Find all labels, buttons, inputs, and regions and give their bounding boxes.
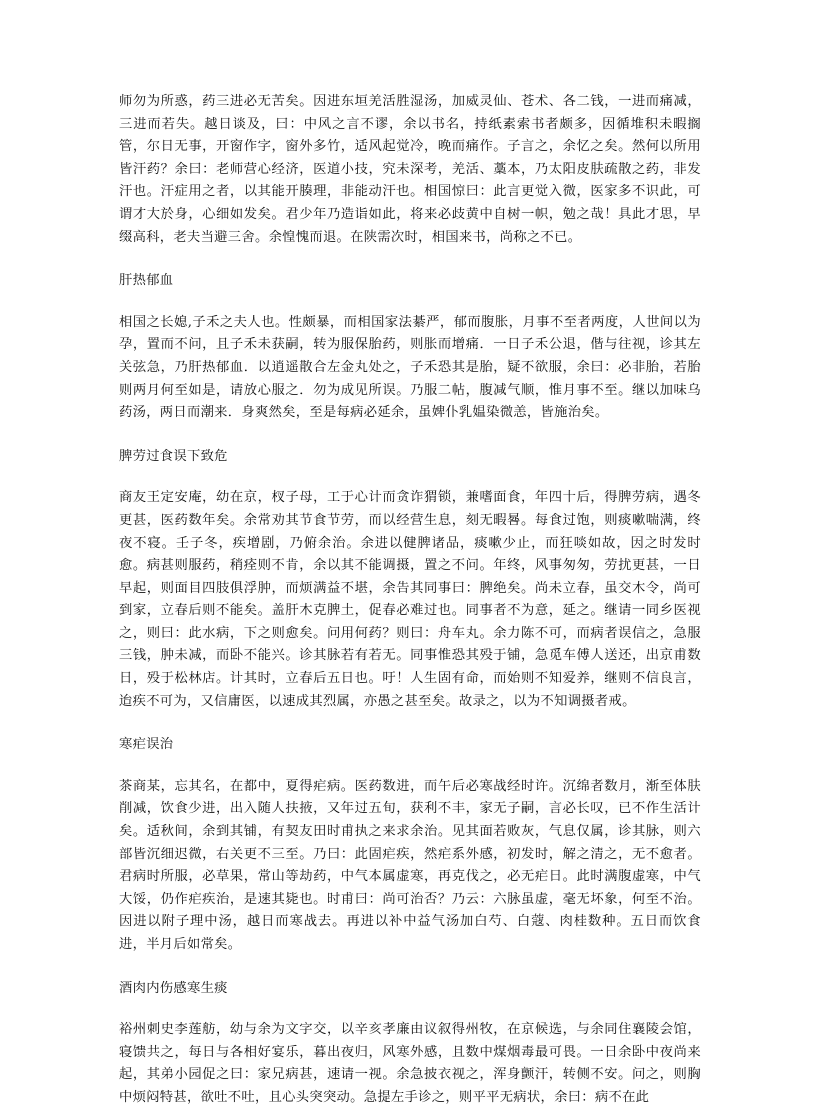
section-heading-wine-meat: 酒肉内伤感寒生痰 [119, 980, 228, 996]
paragraph-spleen-fatigue: 商友王定安庵，幼在京，杈子母，工于心计而贪诈猬锁，兼嗜面食，年四十后，得脾劳病，遇冬更甚，医药数年矣。余常劝其节食节劳，而以经营生息，刻无暇晷。每食过饱，则痰嗽喘满，终夜不寝。壬子冬，疾增剧，乃俯余治。余进以健脾诸品，痰嗽少止，而狂啖如故，因之时发时愈。病甚则服药，稍痊则不肯，余以其不能调摄，置之不问。年终，风事匆匆，劳扰更甚，一日早起，则面目四肢俱浮肿，而烦满益不堪，余告其同事曰：脾绝矣。尚未立春，虽交木令，尚可到家，立春后则不能矣。盖肝木克脾土，促春必难过也。同事者不为意，延之。继请一同乡医视之，则曰：此水病，下之则愈矣。问用何药？则曰：舟车丸。余力陈不可，而病者误信之，急服三钱，肿未减，而卧不能兴。诊其脉若有若无。同事惟恐其殁于铺，急觅车傅人送还，出京甫数日，殁于松林店。计其时，立春后五日也。吁！人生固有命，而始则不知爱养，继则不信良言，迨疾不可为，又信庸医，以速成其烈属，亦愚之甚至矣。故录之，以为不知调摄者戒。 [119, 490, 701, 709]
paragraph-cold-malaria: 茶商某，忘其名，在都中，夏得疟病。医药数进，而午后必寒战经时许。沉绵者数月，渐至体肤削减，饮食少进，出入随人扶掖，又年过五旬，获利不丰，家无子嗣，言必长叹，已不作生活计矣。适秋间，余到其铺，有契友田时甫执之来求余治。见其面若败灰，气息仅属，诊其脉，则六部皆沉细迟微，右关更不三至。乃曰：此固疟疾，然疟系外感，初发时，解之清之，无不愈者。君病时所服，必草果，常山等劫药，中气本属虚寒，再克伐之，必无疟日。此时满腹虚寒，中气大馁，仍作疟疾治，是速其毙也。时甫曰：尚可治否？乃云：六脉虽虚，毫无坏象，何至不治。因进以附子理中汤，越日而寒战去。再进以补中益气汤加白芍、白蔻、肉桂数种。五日而饮食进，半月后如常矣。 [119, 778, 701, 952]
section-heading-cold-malaria: 寒疟误治 [119, 737, 174, 753]
document-page [119, 91, 701, 1110]
paragraph-wine-meat: 裕州刺史李莲舫，幼与余为文字交，以辛亥孝廉由议叙得州牧，在京候选，与余同住襄陵会馆，寝馈共之，每日与各相好宴乐，暮出夜归，风寒外感，且数中煤烟毒最可畏。一日余卧中夜尚来起，其弟小园促之曰：家兄病甚，速请一视。余急披衣视之，浑身颤汗，转侧不安。问之，则胸中烦闷特甚，欲吐不吐，且心头突突动。急提左手诊之，则平平无病状，余曰：病不在此 [119, 1022, 701, 1105]
section-heading-liver-heat: 肝热郁血 [119, 273, 174, 289]
paragraph-intro: 师勿为所惑，药三进必无苦矣。因进东垣羌活胜湿汤，加威灵仙、苍术、各二钱，一进而痛减，三进而若失。越日谈及，曰：中风之言不谬，余以书名，持纸素索书者颇多，因循堆积未暇搁管，尔日无事，开窗作字，窗外多竹，适风起觉冷，晚而痛作。子言之，余忆之矣。然何以所用皆汗药？余曰：老师营心经济，医道小技，究未深考，羌活、藁本，乃太阳皮肤疏散之药，非发汗也。汗症用之者，以其能开腠理，非能动汗也。相国惊曰：此言更觉入微，医家多不识此，可谓才大於身，心细如发矣。君少年乃造诣如此，将来必歧黄中自树一帜，勉之哉！具此才思，早缀高科，老夫当避三舍。余惶愧而退。在陕需次时，相国来书，尚称之不已。 [119, 94, 701, 245]
paragraph-liver-heat: 相国之长媳,子禾之夫人也。性颇暴，而相国家法綦严，郁而腹胀，月事不至者两度，人世间以为孕，置而不问，且子禾未获嗣，转为服保胎药，则胀而增痛．一日子禾公退，偕与往视，诊其左关弦急，乃肝热郁血．以逍遥散合左金丸处之，子禾恐其是胎，疑不欲服，余曰：必非胎，若胎则两月何至如是，请放心服之．勿为成见所误。乃服二帖，腹减气顺，惟月事不至。继以加味乌药汤，两日而潮来．身爽然矣，至是每病必延余，虽婢仆乳媪染微恙，皆施治矣。 [119, 314, 701, 421]
section-heading-spleen-fatigue: 脾劳过食误下致危 [119, 448, 228, 464]
